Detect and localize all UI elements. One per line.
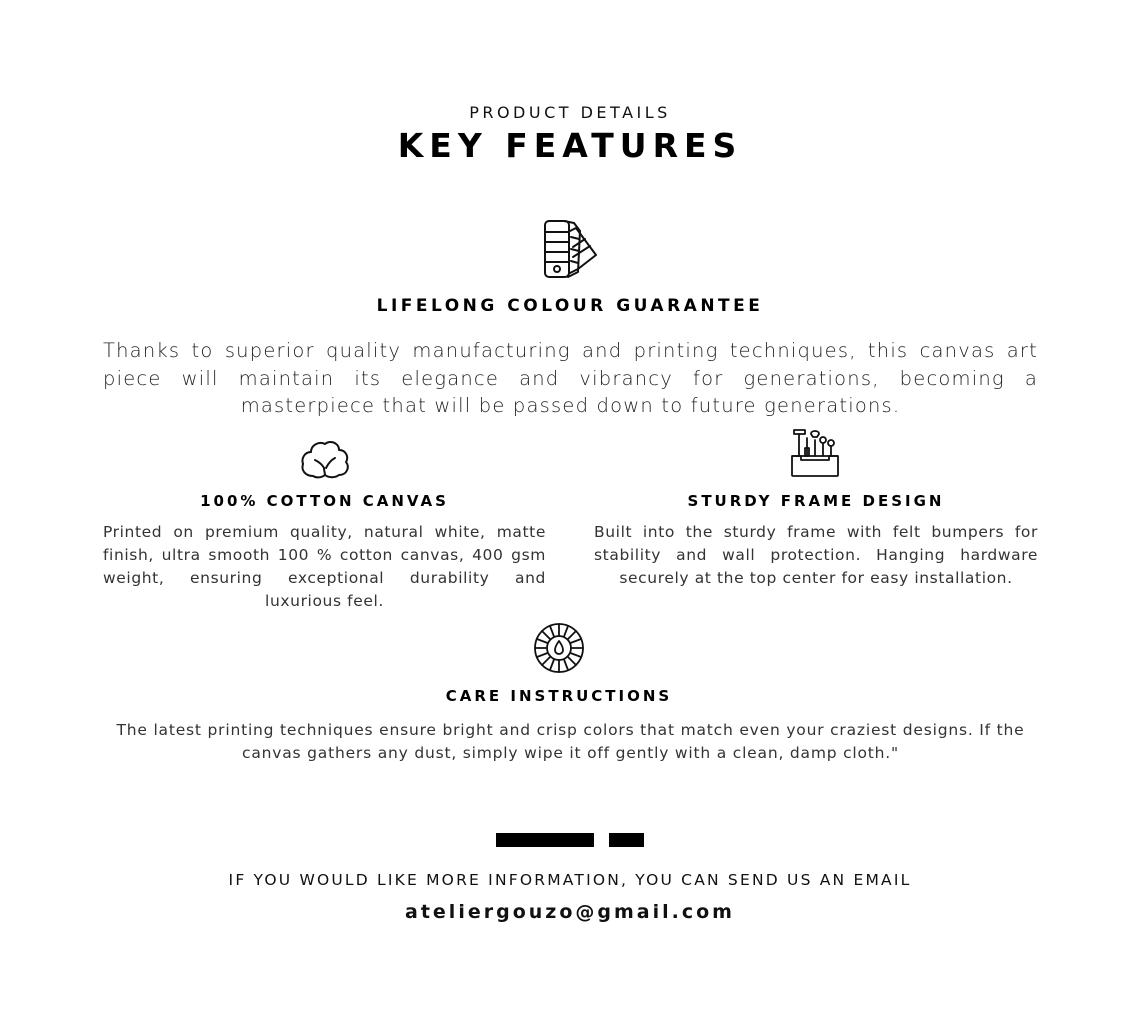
feature-title-care: CARE INSTRUCTIONS: [445, 687, 673, 705]
feature-title-cotton: 100% COTTON CANVAS: [200, 492, 449, 510]
feature-text-frame: Built into the sturdy frame with felt bumpers for stability and wall protection. Hanging hardware securely at the top center for easy installation.: [594, 523, 1038, 587]
feature-text-cotton: Printed on premium quality, natural white, matte finish, ultra smooth 100 % cotton canvas, 400 gsm weight, ensuring exceptional durability and luxurious feel.: [103, 523, 546, 610]
feature-title-colour: LIFELONG COLOUR GUARANTEE: [376, 296, 764, 316]
feature-title-frame: STURDY FRAME DESIGN: [687, 492, 945, 510]
feature-text-colour: Thanks to superior quality manufacturing and printing techniques, this canvas art piece will maintain its elegance and vibrancy for generations, becoming a masterpiece that will be passed down to future generations.: [103, 339, 1038, 417]
cotton-icon: [299, 438, 351, 480]
page-title: KEY FEATURES: [397, 126, 743, 165]
contact-email[interactable]: ateliergouzo@gmail.com: [405, 901, 735, 923]
section-eyebrow: PRODUCT DETAILS: [469, 103, 671, 122]
divider-bar-short: [609, 833, 644, 847]
feature-text-care: The latest printing techniques ensure bright and crisp colors that match even your craziest designs. If the canvas gathers any dust, simply wipe it off gently with a clean, damp cloth.": [116, 721, 1025, 762]
colour-swatch-icon: [540, 217, 600, 281]
divider-bar-long: [496, 833, 594, 847]
water-drop-icon: [532, 621, 586, 675]
contact-prompt: IF YOU WOULD LIKE MORE INFORMATION, YOU CAN SEND US AN EMAIL: [228, 871, 912, 889]
toolbox-icon: [789, 426, 841, 478]
